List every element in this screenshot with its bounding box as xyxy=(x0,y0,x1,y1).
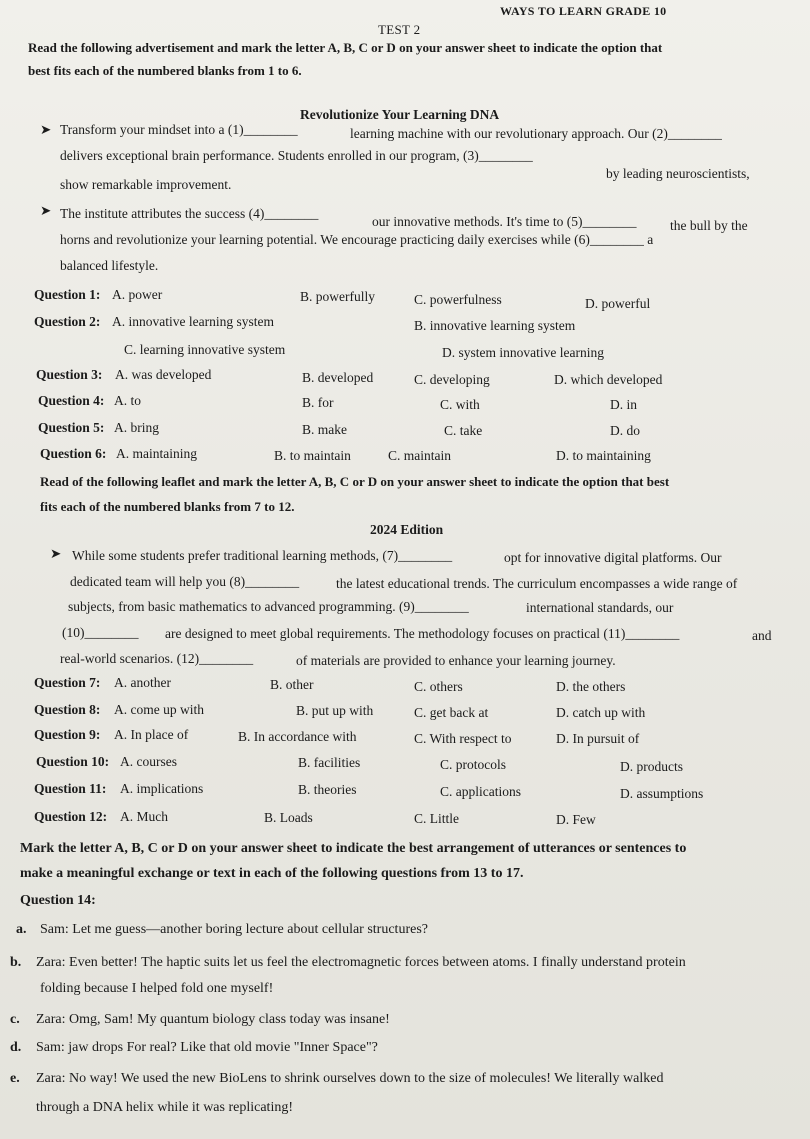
option-c: C. get back at xyxy=(414,705,489,720)
option-c: C. developing xyxy=(414,372,490,387)
question-label: Question 6: xyxy=(40,446,107,461)
option-d: D. which developed xyxy=(554,372,663,387)
dialog-line: Sam: jaw drops For real? Like that old movie "Inner Space"? xyxy=(36,1040,378,1055)
option-c: C. With respect to xyxy=(414,731,512,746)
leaflet-line3a: subjects, from basic mathematics to advanced programming. (9)________ xyxy=(68,599,469,614)
leaflet-line1b: opt for innovative digital platforms. Our xyxy=(504,550,722,565)
ad-p2-line1a: The institute attributes the success (4)________ xyxy=(60,206,319,221)
dialog-letter: c. xyxy=(10,1012,20,1027)
question-label: Question 10: xyxy=(36,754,110,769)
section1-instruction-line1: Read the following advertisement and mark the letter A, B, C or D on your answer sheet to indicate the option that xyxy=(28,40,663,55)
option-b: B. In accordance with xyxy=(238,729,357,744)
option-d: D. assumptions xyxy=(620,786,704,801)
header-label: WAYS TO LEARN GRADE 10 xyxy=(500,4,667,18)
dialog-line-continued: folding because I helped fold one myself! xyxy=(40,981,274,996)
option-c: C. applications xyxy=(440,784,521,799)
question-label: Question 1: xyxy=(34,287,101,302)
option-a: A. to xyxy=(114,393,141,408)
test-number: TEST 2 xyxy=(378,22,421,37)
leaflet-line2b: the latest educational trends. The curriculum encompasses a wide range of xyxy=(336,576,738,591)
ad-p1-line1b: learning machine with our revolutionary approach. Our (2)________ xyxy=(350,126,722,141)
question-label: Question 7: xyxy=(34,675,101,690)
ad-p2-line2: horns and revolutionize your learning potential. We encourage practicing daily exercises while (6)________ a xyxy=(60,232,654,247)
question-label: Question 3: xyxy=(36,367,103,382)
dialog-letter: b. xyxy=(10,955,22,970)
ad-p1-line2b: by leading neuroscientists, xyxy=(606,166,750,181)
option-c: C. Little xyxy=(414,811,459,826)
option-d: D. in xyxy=(610,397,637,412)
leaflet-line4b: are designed to meet global requirements. The methodology focuses on practical (11)________ xyxy=(165,626,680,641)
ad-p1-line3: show remarkable improvement. xyxy=(60,177,232,192)
option-c: C. protocols xyxy=(440,757,506,772)
option-b: B. make xyxy=(302,422,347,437)
bullet-arrow-icon: ➤ xyxy=(40,122,52,137)
option-b: B. innovative learning system xyxy=(414,318,576,333)
section3-instruction-line1: Mark the letter A, B, C or D on your answer sheet to indicate the best arrangement of utterances or sentences to xyxy=(20,841,687,856)
dialog-letter: d. xyxy=(10,1040,22,1055)
question-label: Question 5: xyxy=(38,420,105,435)
ad-p1-line2a: delivers exceptional brain performance. Students enrolled in our program, (3)________ xyxy=(60,148,533,163)
option-b: B. theories xyxy=(298,782,357,797)
section2-instruction-line2: fits each of the numbered blanks from 7 to 12. xyxy=(40,499,295,514)
option-a: A. bring xyxy=(114,420,159,435)
option-b: B. other xyxy=(270,677,314,692)
bullet-arrow-icon: ➤ xyxy=(50,546,62,561)
option-a: A. courses xyxy=(120,754,177,769)
dialog-line-continued: through a DNA helix while it was replicating! xyxy=(36,1100,293,1115)
option-c: C. with xyxy=(440,397,480,412)
dialog-letter: e. xyxy=(10,1071,20,1086)
option-b: B. developed xyxy=(302,370,374,385)
leaflet-line4c: and xyxy=(752,628,772,643)
option-d: D. to maintaining xyxy=(556,448,651,463)
dialog-letter: a. xyxy=(16,922,27,937)
section3-instruction-line2: make a meaningful exchange or text in each of the following questions from 13 to 17. xyxy=(20,866,524,881)
question-label: Question 11: xyxy=(34,781,107,796)
option-d: D. system innovative learning xyxy=(442,345,604,360)
option-d: D. the others xyxy=(556,679,626,694)
leaflet-line1a: While some students prefer traditional learning methods, (7)________ xyxy=(72,548,453,563)
option-d: D. Few xyxy=(556,812,596,827)
option-d: D. products xyxy=(620,759,683,774)
option-a: A. In place of xyxy=(114,727,189,742)
option-c: C. take xyxy=(444,423,483,438)
option-d: D. powerful xyxy=(585,296,651,311)
question-label: Question 8: xyxy=(34,702,101,717)
ad-p2-line1b: our innovative methods. It's time to (5)________ xyxy=(372,214,637,229)
option-a: A. was developed xyxy=(115,367,212,382)
advertisement-title: Revolutionize Your Learning DNA xyxy=(300,107,500,122)
option-c: C. others xyxy=(414,679,463,694)
section2-instruction-line1: Read of the following leaflet and mark the letter A, B, C or D on your answer sheet to indicate the option that best xyxy=(40,474,670,489)
dialog-line: Zara: No way! We used the new BioLens to shrink ourselves down to the size of molecules! We literally walked xyxy=(36,1071,664,1086)
leaflet-line5a: real-world scenarios. (12)________ xyxy=(60,651,254,666)
option-a: A. power xyxy=(112,287,163,302)
question-14-label: Question 14: xyxy=(20,893,96,908)
leaflet-line2a: dedicated team will help you (8)________ xyxy=(70,574,300,589)
option-c: C. powerfulness xyxy=(414,292,502,307)
option-b: B. to maintain xyxy=(274,448,351,463)
section1-instruction-line2: best fits each of the numbered blanks from 1 to 6. xyxy=(28,63,302,78)
dialog-line: Zara: Omg, Sam! My quantum biology class today was insane! xyxy=(36,1012,390,1027)
option-b: B. put up with xyxy=(296,703,374,718)
option-b: B. facilities xyxy=(298,755,361,770)
question-label: Question 2: xyxy=(34,314,101,329)
question-label: Question 12: xyxy=(34,809,108,824)
dialog-line: Zara: Even better! The haptic suits let us feel the electromagnetic forces between atoms. I finally understand protein xyxy=(36,955,686,970)
option-a: A. innovative learning system xyxy=(112,314,274,329)
dialog-line: Sam: Let me guess—another boring lecture about cellular structures? xyxy=(40,922,428,937)
ad-p2-line3: balanced lifestyle. xyxy=(60,258,159,273)
option-c: C. learning innovative system xyxy=(124,342,286,357)
leaflet-title: 2024 Edition xyxy=(370,522,444,537)
question-label: Question 9: xyxy=(34,727,101,742)
option-a: A. come up with xyxy=(114,702,204,717)
option-c: C. maintain xyxy=(388,448,451,463)
ad-p1-line1a: Transform your mindset into a (1)________ xyxy=(60,122,298,137)
ad-p2-line1c: the bull by the xyxy=(670,218,748,233)
question-label: Question 4: xyxy=(38,393,105,408)
option-b: B. Loads xyxy=(264,810,313,825)
leaflet-line3b: international standards, our xyxy=(526,600,674,615)
option-a: A. another xyxy=(114,675,171,690)
bullet-arrow-icon: ➤ xyxy=(40,203,52,218)
option-a: A. implications xyxy=(120,781,204,796)
option-a: A. maintaining xyxy=(116,446,197,461)
option-d: D. catch up with xyxy=(556,705,646,720)
leaflet-line4a: (10)________ xyxy=(62,625,139,640)
option-b: B. powerfully xyxy=(300,289,375,304)
option-d: D. In pursuit of xyxy=(556,731,640,746)
option-d: D. do xyxy=(610,423,640,438)
leaflet-line5b: of materials are provided to enhance your learning journey. xyxy=(296,653,616,668)
option-b: B. for xyxy=(302,395,334,410)
option-a: A. Much xyxy=(120,809,168,824)
